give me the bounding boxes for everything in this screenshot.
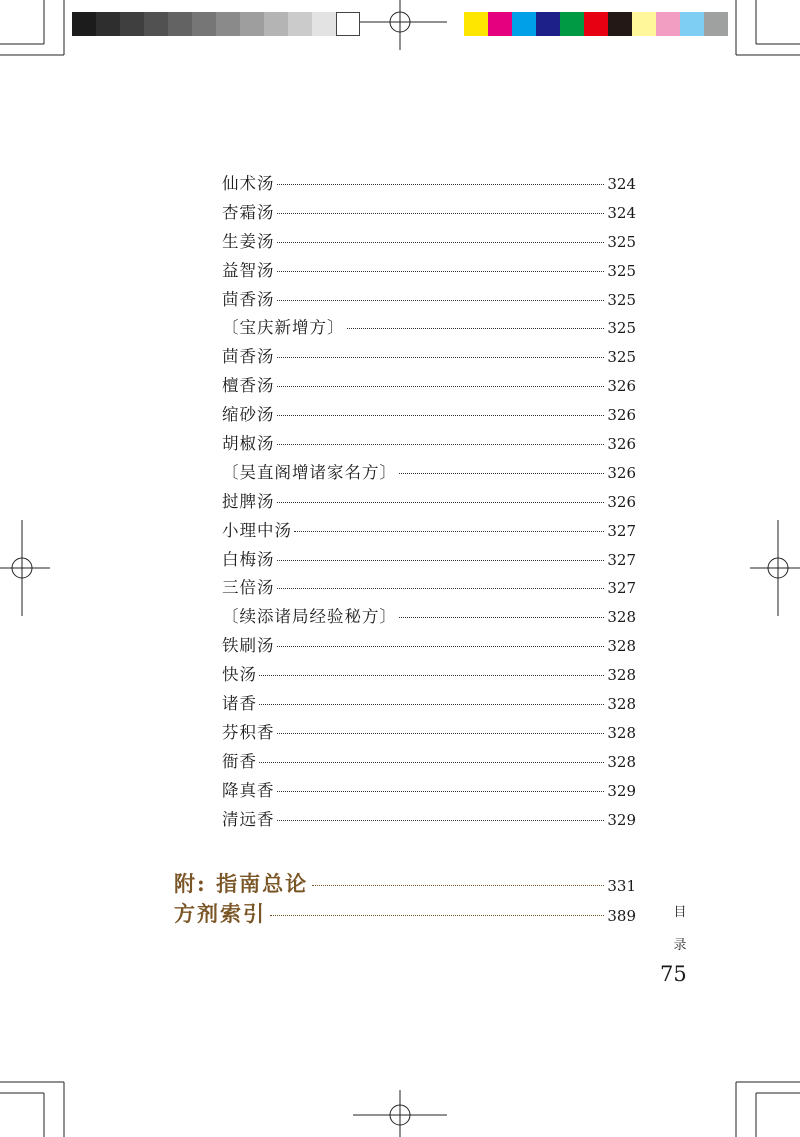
entry-title: 檀香汤 [222,376,275,396]
entry-title: 铁刷汤 [222,636,275,656]
color-swatch [656,12,680,36]
entry-title: 杏霜汤 [222,202,275,222]
entry-title: 清远香 [222,809,275,829]
dot-leader [277,415,605,416]
toc-entry [222,574,636,603]
color-swatch [120,12,144,36]
entry-title: 芬积香 [222,722,275,742]
dot-leader [277,184,605,185]
toc-entry [222,603,636,632]
toc-entry [222,228,636,257]
entry-title: 〔吴直阁增诸家名方〕 [222,462,397,482]
color-swatch [704,12,728,36]
dot-leader [277,560,605,561]
toc-entry [222,459,636,488]
dot-leader [277,386,605,387]
entry-title: 缩砂汤 [222,405,275,425]
entry-title: 快汤 [222,665,257,685]
entry-page: 325 [607,290,636,309]
toc-entry [222,719,636,748]
toc-entry [222,546,636,575]
color-swatch [536,12,560,36]
color-swatch [168,12,192,36]
toc-entry [222,777,636,806]
dot-leader [277,588,605,589]
dot-leader [277,444,605,445]
dot-leader [277,357,605,358]
dot-leader [259,762,604,763]
dot-leader [399,473,604,474]
entry-page: 329 [607,781,636,800]
entry-title: 方剂索引 [174,901,266,926]
entry-page: 327 [607,550,636,569]
entry-page: 327 [607,521,636,540]
entry-title: 生姜汤 [222,231,275,251]
entry-title: 胡椒汤 [222,434,275,454]
entry-title: 益智汤 [222,260,275,280]
toc-entry [222,372,636,401]
entry-page: 324 [607,203,636,222]
entry-title: 〔续添诸局经验秘方〕 [222,607,397,627]
dot-leader [277,300,605,301]
toc-entry [222,170,636,199]
color-swatch [288,12,312,36]
entry-page: 328 [607,695,636,714]
entry-page: 328 [607,666,636,685]
entry-page: 329 [607,810,636,829]
color-swatch [96,12,120,36]
entry-page: 326 [607,435,636,454]
dot-leader [277,791,605,792]
entry-title: 附: 指南总论 [174,871,309,896]
entry-title: 诸香 [222,694,257,714]
entry-page: 328 [607,637,636,656]
appendix-entries [174,868,636,928]
color-swatch [264,12,288,36]
dot-leader [312,885,604,886]
table-of-contents [222,170,636,834]
color-swatch [336,12,360,36]
toc-entry [222,690,636,719]
entry-page: 328 [607,608,636,627]
dot-leader [277,242,605,243]
toc-entry [222,517,636,546]
toc-entry [222,430,636,459]
side-label-char: 目 [673,905,687,920]
dot-leader [277,733,605,734]
entry-title: 小理中汤 [222,520,292,540]
entry-title: 白梅汤 [222,549,275,569]
process-color-bar [464,12,728,36]
entry-page: 325 [607,319,636,338]
dot-leader [294,531,604,532]
dot-leader [347,328,605,329]
entry-title: 三倍汤 [222,578,275,598]
entry-page: 326 [607,406,636,425]
color-swatch [312,12,336,36]
color-swatch [216,12,240,36]
entry-title: 茴香汤 [222,289,275,309]
dot-leader [277,502,605,503]
entry-title: 仙术汤 [222,174,275,193]
color-swatch [680,12,704,36]
dot-leader [277,213,605,214]
entry-page: 326 [607,377,636,396]
entry-page: 325 [607,261,636,280]
entry-title: 衙香 [222,751,257,771]
entry-page: 326 [607,463,636,482]
color-swatch [72,12,96,36]
color-swatch [192,12,216,36]
toc-entry [222,806,636,835]
color-swatch [560,12,584,36]
entry-page: 327 [607,579,636,598]
entry-title: 挝脾汤 [222,491,275,511]
toc-entry [174,868,636,898]
toc-entry [222,199,636,228]
entry-title: 降真香 [222,780,275,800]
entry-page: 328 [607,723,636,742]
color-swatch [608,12,632,36]
toc-entry [222,661,636,690]
toc-entry [222,343,636,372]
color-swatch [464,12,488,36]
color-swatch [632,12,656,36]
color-swatch [584,12,608,36]
entry-page: 328 [607,752,636,771]
dot-leader [277,820,605,821]
dot-leader [277,646,605,647]
dot-leader [399,617,604,618]
color-swatch [240,12,264,36]
entry-page: 325 [607,232,636,251]
toc-entry [174,898,636,928]
toc-entry [222,286,636,315]
entry-page: 389 [607,907,636,925]
toc-entry [222,488,636,517]
entry-page: 325 [607,348,636,367]
entry-title: 〔宝庆新增方〕 [222,318,345,338]
toc-entry [222,314,636,343]
toc-entry [222,748,636,777]
color-swatch [488,12,512,36]
side-label [671,896,689,962]
dot-leader [259,675,604,676]
page-number: 75 [660,962,687,986]
toc-entry [222,257,636,286]
toc-entry [222,632,636,661]
toc-entry [222,401,636,430]
entry-page: 324 [607,175,636,193]
grayscale-color-bar [72,12,360,36]
entry-page: 326 [607,492,636,511]
dot-leader [270,915,604,916]
dot-leader [259,704,604,705]
entry-page: 331 [607,877,636,895]
dot-leader [277,271,605,272]
color-swatch [144,12,168,36]
entry-title: 茴香汤 [222,347,275,367]
color-swatch [512,12,536,36]
side-label-char: 录 [673,938,687,953]
